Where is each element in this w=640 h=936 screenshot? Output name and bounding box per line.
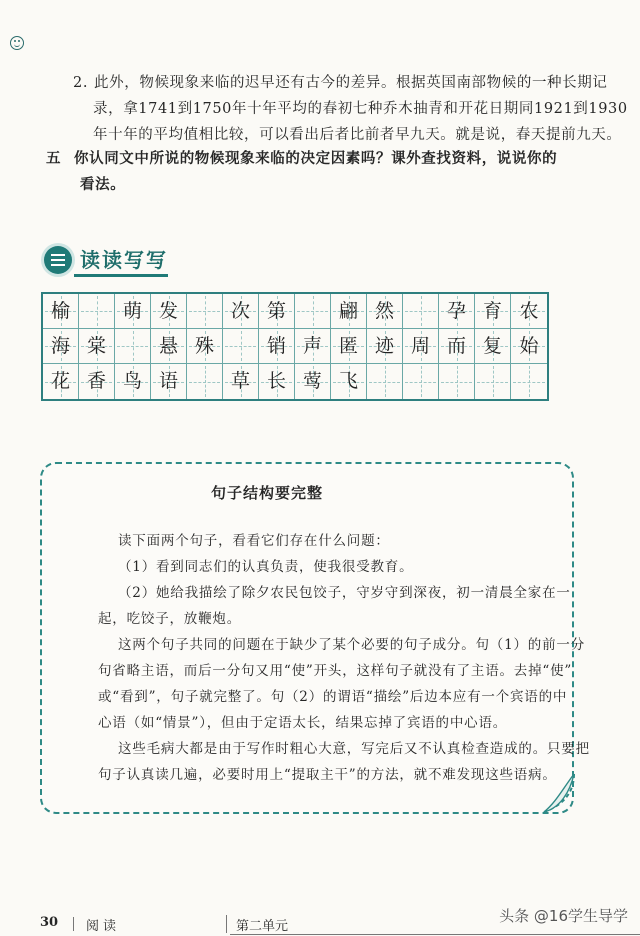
item-2-line-2: 录，拿1741到1750年十年平均的春初七种乔木抽青和开花日期同1921到1930	[93, 101, 628, 117]
grid-character: 鸟	[122, 370, 142, 392]
grid-character: 萌	[122, 300, 142, 322]
grid-cell	[295, 364, 331, 399]
grid-cell	[475, 364, 511, 399]
grid-character: 花	[50, 370, 70, 392]
grid-cell	[403, 329, 439, 364]
grid-cell	[511, 364, 547, 399]
grid-cell	[187, 329, 223, 364]
grid-cell	[223, 329, 259, 364]
grid-cell	[259, 294, 295, 329]
section-title: 读读写写	[80, 248, 168, 272]
grid-character: 香	[86, 370, 106, 392]
grid-cell	[115, 364, 151, 399]
grid-cell	[367, 329, 403, 364]
page-curl-icon	[540, 772, 580, 818]
tip-line: 或“看到”，句子就完整了。句（2）的谓语“描绘”后边本应有一个宾语的中	[98, 689, 568, 705]
grid-cell	[403, 294, 439, 329]
grid-cell	[475, 329, 511, 364]
tip-line: 读下面两个句子，看看它们存在什么问题：	[118, 533, 390, 549]
grid-character: 始	[519, 335, 539, 357]
tip-box-body	[70, 528, 590, 788]
item-2-line-3: 年十年的平均值相比较，可以看出后者比前者早九天。就是说，春天提前九天。	[93, 127, 622, 143]
tip-line: 起，吃饺子，放鞭炮。	[98, 611, 241, 627]
tip-line: 这两个句子共同的问题在于缺少了某个必要的句子成分。句（1）的前一分	[118, 637, 585, 653]
grid-cell	[439, 294, 475, 329]
grid-character: 榆	[50, 300, 70, 322]
grid-character: 次	[230, 300, 250, 322]
tip-line: （2）她给我描绘了除夕农民包饺子，守岁守到深夜，初一清晨全家在一	[118, 585, 571, 601]
item-2-line-1	[73, 70, 613, 96]
grid-cell	[475, 294, 511, 329]
grid-cell	[511, 294, 547, 329]
question-5	[46, 146, 616, 198]
grid-cell	[259, 329, 295, 364]
grid-character: 草	[230, 370, 250, 392]
item-2-line-1-text: 此外，物候现象来临的迟早还有古今的差异。根据英国南部物候的一种长期记	[94, 75, 608, 91]
grid-cell	[403, 364, 439, 399]
tip-box-title: 句子结构要完整	[210, 484, 323, 502]
page-number: 30	[40, 915, 59, 930]
tip-line: 句子认真读几遍，必要时用上“提取主干”的方法，就不难发现这些语病。	[98, 767, 557, 783]
grid-cell	[259, 364, 295, 399]
grid-cell	[187, 364, 223, 399]
grid-cell	[295, 294, 331, 329]
grid-character: 翩	[338, 300, 358, 322]
grid-cell	[295, 329, 331, 364]
footer-divider	[73, 917, 74, 931]
grid-cell	[151, 329, 187, 364]
writing-grid	[41, 292, 549, 401]
grid-character: 语	[158, 370, 178, 392]
item-2-number: 2.	[73, 75, 89, 91]
grid-character: 飞	[338, 370, 358, 392]
grid-cell	[43, 294, 79, 329]
smiley-icon	[10, 36, 24, 50]
grid-cell	[43, 364, 79, 399]
grid-cell	[511, 329, 547, 364]
grid-cell	[367, 364, 403, 399]
grid-character: 棠	[86, 335, 106, 357]
grid-cell	[367, 294, 403, 329]
grid-character: 长	[266, 370, 286, 392]
grid-cell	[223, 294, 259, 329]
grid-character: 周	[410, 335, 430, 357]
grid-character: 匿	[338, 335, 358, 357]
grid-cell	[79, 294, 115, 329]
question-5-line-1-text: 你认同文中所说的物候现象来临的决定因素吗？课外查找资料，说说你的	[74, 150, 558, 167]
question-5-number: 五	[46, 150, 62, 167]
section-title-underline	[74, 274, 168, 277]
grid-cell	[331, 294, 367, 329]
grid-character: 销	[266, 335, 286, 357]
grid-cell	[151, 294, 187, 329]
grid-cell	[115, 329, 151, 364]
grid-cell	[115, 294, 151, 329]
footer-unit: 第二单元	[236, 919, 289, 934]
grid-character: 殊	[194, 335, 214, 357]
grid-cell	[79, 329, 115, 364]
grid-character: 育	[482, 300, 502, 322]
question-5-line-2: 看法。	[80, 176, 126, 193]
grid-character: 农	[519, 300, 539, 322]
item-2-paragraph	[73, 70, 628, 148]
grid-character: 第	[266, 300, 286, 322]
grid-cell	[439, 329, 475, 364]
grid-cell	[439, 364, 475, 399]
footer-section: 阅读	[86, 919, 121, 934]
tip-line: 这些毛病大都是由于写作时粗心大意，写完后又不认真检查造成的。只要把	[118, 741, 590, 757]
grid-character: 而	[446, 335, 466, 357]
grid-cell	[43, 329, 79, 364]
grid-cell	[187, 294, 223, 329]
footer-rule	[230, 934, 640, 935]
grid-character: 发	[158, 300, 178, 322]
tip-line: 心语（如“情景”），但由于定语太长，结果忘掉了宾语的中心语。	[98, 715, 508, 731]
grid-character: 复	[482, 335, 502, 357]
tip-line: 句省略主语，而后一分句又用“使”开头，这样句子就没有了主语。去掉“使”	[98, 663, 573, 679]
grid-cell	[223, 364, 259, 399]
grid-cell	[331, 329, 367, 364]
tip-line: （1）看到同志们的认真负责，使我很受教育。	[118, 559, 414, 575]
grid-character: 然	[374, 300, 394, 322]
footer-divider	[226, 915, 227, 933]
grid-cell	[331, 364, 367, 399]
watermark: 头条 @16学生导学	[499, 907, 628, 925]
grid-character: 迹	[374, 335, 394, 357]
grid-character: 悬	[158, 335, 178, 357]
grid-character: 声	[302, 335, 322, 357]
grid-character: 海	[50, 335, 70, 357]
grid-cell	[151, 364, 187, 399]
grid-cell	[79, 364, 115, 399]
question-5-line-1	[46, 146, 616, 172]
number-three-icon	[44, 246, 72, 274]
grid-character: 莺	[302, 370, 322, 392]
grid-character: 孕	[446, 300, 466, 322]
